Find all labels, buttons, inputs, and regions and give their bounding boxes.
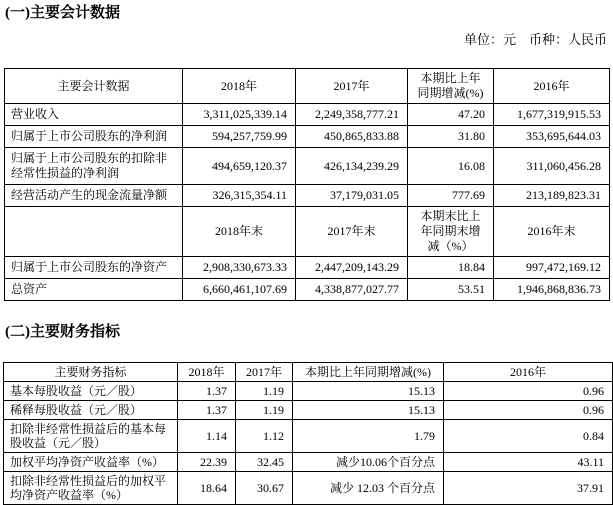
value-change: 31.80 [408, 126, 494, 148]
value-2017: 2,249,358,777.21 [296, 104, 408, 126]
value-2018: 3,311,025,339.14 [183, 104, 296, 126]
value-2018: 1.37 [178, 382, 236, 401]
value-change: 减少 12.03 个百分点 [293, 472, 444, 505]
value-2017: 2,447,209,143.29 [296, 257, 408, 279]
indicators-header-row [4, 363, 613, 382]
col-header-change: 本期比上年同期增减(%) [293, 363, 444, 382]
table-row-net-profit [5, 126, 610, 148]
value-2017: 37,179,031.05 [296, 185, 408, 207]
value-change: 15.13 [293, 382, 444, 401]
currency-unit-note: 单位：元 币种：人民币 [463, 32, 607, 47]
period-header-row [5, 69, 610, 104]
value-2016: 1,946,868,836.73 [494, 279, 610, 301]
value-2016: 353,695,644.03 [494, 126, 610, 148]
table-row-operating-revenue [5, 104, 610, 126]
table-row-weighted-avg-roe [4, 453, 613, 472]
col-header-2016-end: 2016年末 [494, 207, 610, 257]
row-label: 归属于上市公司股东的净资产 [5, 257, 183, 279]
col-header-2017: 2017年 [296, 69, 408, 104]
accounting-data-table [4, 68, 610, 301]
value-2018: 494,659,120.37 [183, 148, 296, 185]
value-2016: 0.96 [444, 382, 613, 401]
row-label: 扣除非经常性损益后的加权平均净资产收益率（%） [4, 472, 178, 505]
value-2017: 1.12 [236, 420, 293, 453]
table-row-total-assets [5, 279, 610, 301]
col-header-metric: 主要会计数据 [5, 69, 183, 104]
col-header-change [408, 69, 494, 104]
col-header-2017: 2017年 [236, 363, 293, 382]
value-2018: 594,257,759.99 [183, 126, 296, 148]
col-header-2017-end: 2017年末 [296, 207, 408, 257]
value-change: 777.69 [408, 185, 494, 207]
table-row-net-profit-excl-nonrecurring [5, 148, 610, 185]
value-2016: 43.11 [444, 453, 613, 472]
col-header-yearend-change-line3: 减（%） [427, 239, 474, 253]
value-2017: 4,338,877,027.77 [296, 279, 408, 301]
table-row-net-assets [5, 257, 610, 279]
row-label: 基本每股收益（元／股） [4, 382, 178, 401]
value-2017: 30.67 [236, 472, 293, 505]
value-2018: 18.64 [178, 472, 236, 505]
table-row-operating-cash-flow [5, 185, 610, 207]
value-2016: 0.84 [444, 420, 613, 453]
col-header-2016: 2016年 [444, 363, 613, 382]
value-2017: 1.19 [236, 382, 293, 401]
value-change: 1.79 [293, 420, 444, 453]
table-row-diluted-eps [4, 401, 613, 420]
yearend-header-row [5, 207, 610, 257]
col-header-yearend-change [408, 207, 494, 257]
col-header-change-line1: 本期比上年 [420, 71, 481, 85]
value-change: 16.08 [408, 148, 494, 185]
row-label: 扣除非经常性损益后的基本每股收益（元／股） [4, 420, 178, 453]
value-2016: 37.91 [444, 472, 613, 505]
value-2018: 2,908,330,673.33 [183, 257, 296, 279]
col-header-yearend-change-line2: 年同期末增 [420, 224, 481, 238]
col-header-yearend-change-line1: 本期末比上 [420, 209, 481, 223]
value-2018: 6,660,461,107.69 [183, 279, 296, 301]
value-2017: 1.19 [236, 401, 293, 420]
section-1-title: (一)主要会计数据 [5, 5, 120, 21]
col-header-change-line2: 同期增减(%) [417, 86, 484, 100]
col-header-2018-end: 2018年末 [183, 207, 296, 257]
row-label: 归属于上市公司股东的净利润 [5, 126, 183, 148]
col-header-2016: 2016年 [494, 69, 610, 104]
table-row-basic-eps-excl-nonrecurring [4, 420, 613, 453]
value-2018: 22.39 [178, 453, 236, 472]
col-header-2018: 2018年 [183, 69, 296, 104]
value-2017: 426,134,239.29 [296, 148, 408, 185]
col-header-2018: 2018年 [178, 363, 236, 382]
value-2018: 326,315,354.11 [183, 185, 296, 207]
row-label: 经营活动产生的现金流量净额 [5, 185, 183, 207]
row-label: 归属于上市公司股东的扣除非经常性损益的净利润 [5, 148, 183, 185]
table-row-weighted-avg-roe-excl-nonrecurring [4, 472, 613, 505]
value-2017: 450,865,833.88 [296, 126, 408, 148]
value-change: 53.51 [408, 279, 494, 301]
value-change: 18.84 [408, 257, 494, 279]
value-change: 47.20 [408, 104, 494, 126]
value-2017: 32.45 [236, 453, 293, 472]
value-change: 减少10.06个百分点 [293, 453, 444, 472]
col-header-indicator: 主要财务指标 [4, 363, 178, 382]
value-2018: 1.37 [178, 401, 236, 420]
row-label: 加权平均净资产收益率（%） [4, 453, 178, 472]
col-header-empty [5, 207, 183, 257]
value-change: 15.13 [293, 401, 444, 420]
value-2016: 1,677,319,915.53 [494, 104, 610, 126]
value-2016: 311,060,456.28 [494, 148, 610, 185]
table-row-basic-eps [4, 382, 613, 401]
row-label: 营业收入 [5, 104, 183, 126]
section-2-title: (二)主要财务指标 [5, 324, 120, 340]
row-label: 稀释每股收益（元／股） [4, 401, 178, 420]
value-2016: 213,189,823.31 [494, 185, 610, 207]
value-2016: 0.96 [444, 401, 613, 420]
row-label: 总资产 [5, 279, 183, 301]
financial-indicators-table [3, 362, 613, 505]
value-2016: 997,472,169.12 [494, 257, 610, 279]
value-2018: 1.14 [178, 420, 236, 453]
